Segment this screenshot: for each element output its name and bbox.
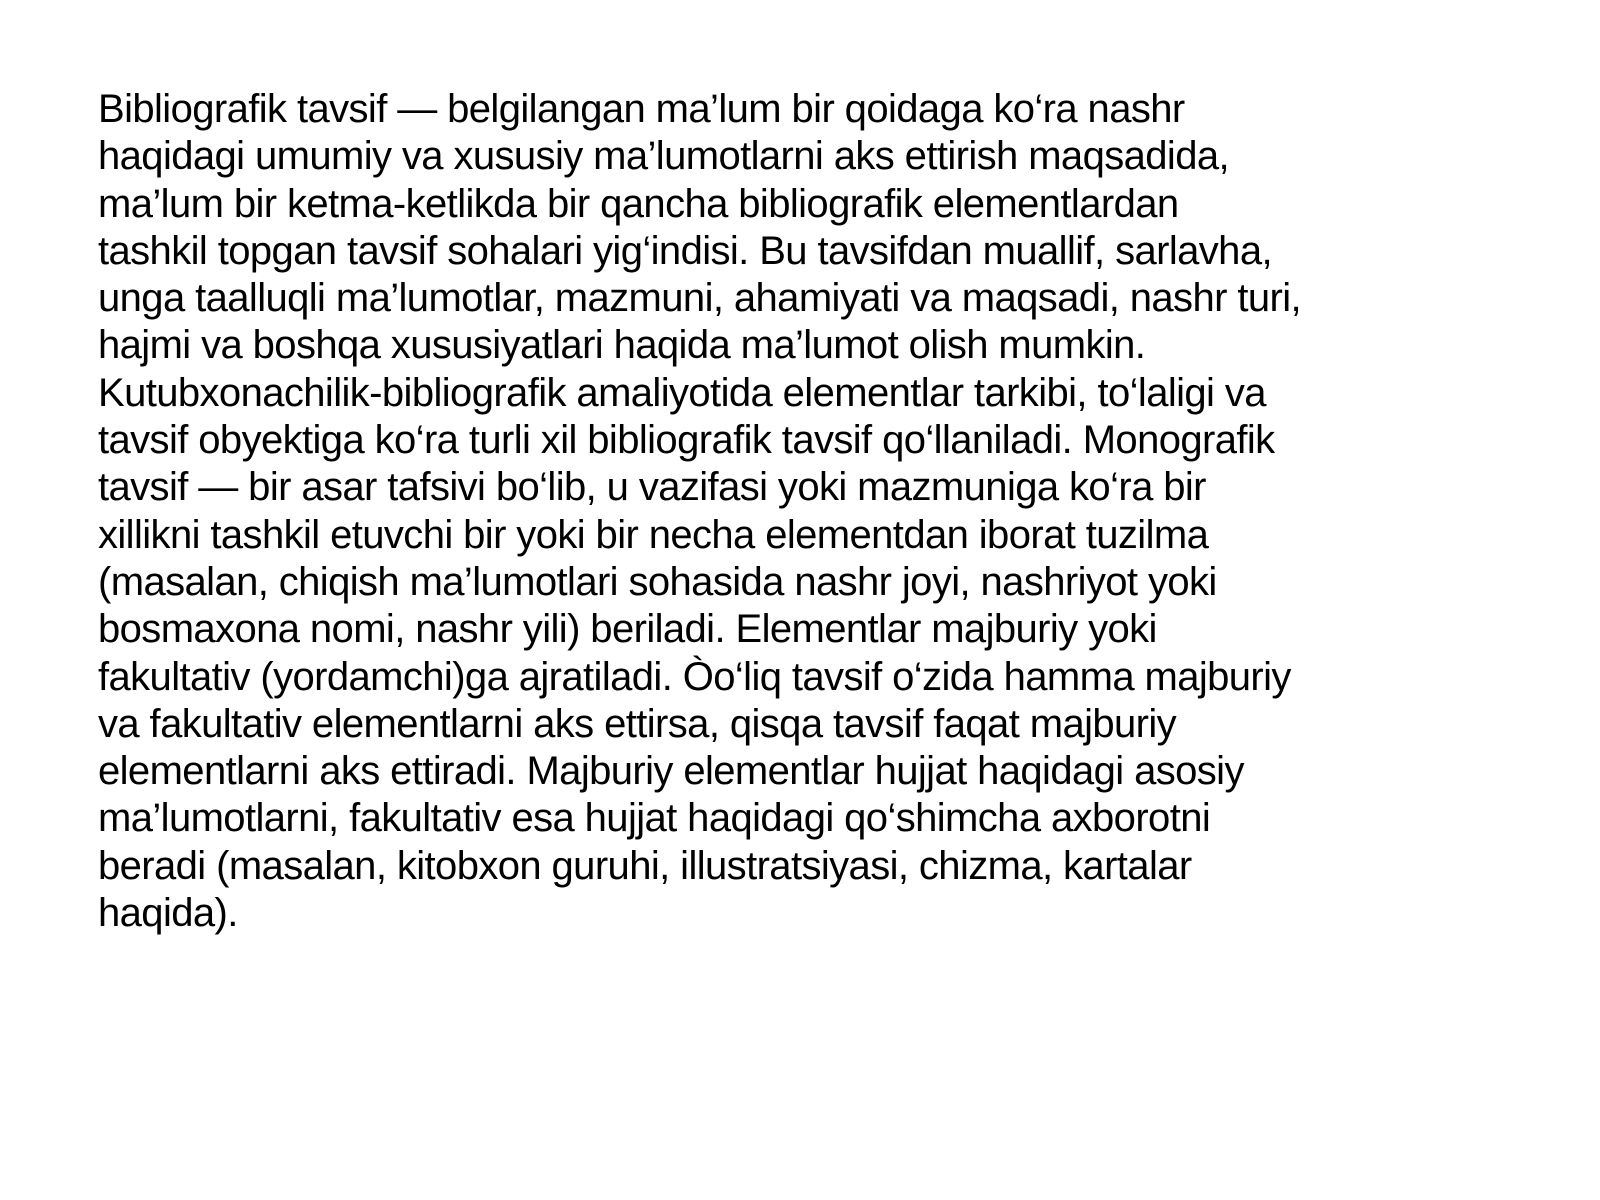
paragraph-line: Bibliografik tavsif — belgilangan ma’lum bir qoidaga ko‘ra nashr xyxy=(98,87,1185,131)
paragraph-line: Kutubxonachilik-bibliografik amaliyotida elementlar tarkibi, to‘laligi va xyxy=(98,370,1266,415)
paragraph-line: fakultativ (yordamchi)ga ajratiladi. Òo‘liq tavsif o‘zida hamma majburiy xyxy=(98,654,1291,699)
paragraph-line: haqidagi umumiy va xususiy ma’lumotlarni aks ettirish maqsadida, xyxy=(98,134,1229,179)
paragraph-line: ma’lumotlarni, fakultativ esa hujjat haqidagi qo‘shimcha axborotni xyxy=(98,796,1211,841)
paragraph-line: unga taalluqli ma’lumotlar, mazmuni, ahamiyati va maqsadi, nashr turi, xyxy=(98,276,1302,321)
paragraph-line: tavsif — bir asar tafsivi bo‘lib, u vazifasi yoki mazmuniga ko‘ra bir xyxy=(98,465,1206,510)
paragraph-line: ma’lum bir ketma-ketlikda bir qancha bibliografik elementlardan xyxy=(98,181,1179,226)
paragraph-line: xillikni tashkil etuvchi bir yoki bir necha elementdan iborat tuzilma xyxy=(98,512,1209,557)
paragraph-line: tavsif obyektiga ko‘ra turli xil bibliografik tavsif qo‘llaniladi. Monografik xyxy=(98,418,1275,463)
paragraph-line: va fakultativ elementlarni aks ettirsa, qisqa tavsif faqat majburiy xyxy=(98,701,1177,746)
paragraph-line: elementlarni aks ettiradi. Majburiy elementlar hujjat haqidagi asosiy xyxy=(98,749,1244,794)
paragraph-line: hajmi va boshqa xususiyatlari haqida ma’lumot olish mumkin. xyxy=(98,323,1146,368)
paragraph-line: bosmaxona nomi, nashr yili) beriladi. Elementlar majburiy yoki xyxy=(98,607,1157,652)
body-paragraph xyxy=(98,86,1528,937)
paragraph-line: haqida). xyxy=(98,891,238,936)
paragraph-line: tashkil topgan tavsif sohalari yig‘indisi. Bu tavsifdan muallif, sarlavha, xyxy=(98,228,1272,273)
paragraph-line: (masalan, chiqish ma’lumotlari sohasida nashr joyi, nashriyot yoki xyxy=(98,559,1217,604)
paragraph-line: beradi (masalan, kitobxon guruhi, illustratsiyasi, chizma, kartalar xyxy=(98,843,1192,888)
